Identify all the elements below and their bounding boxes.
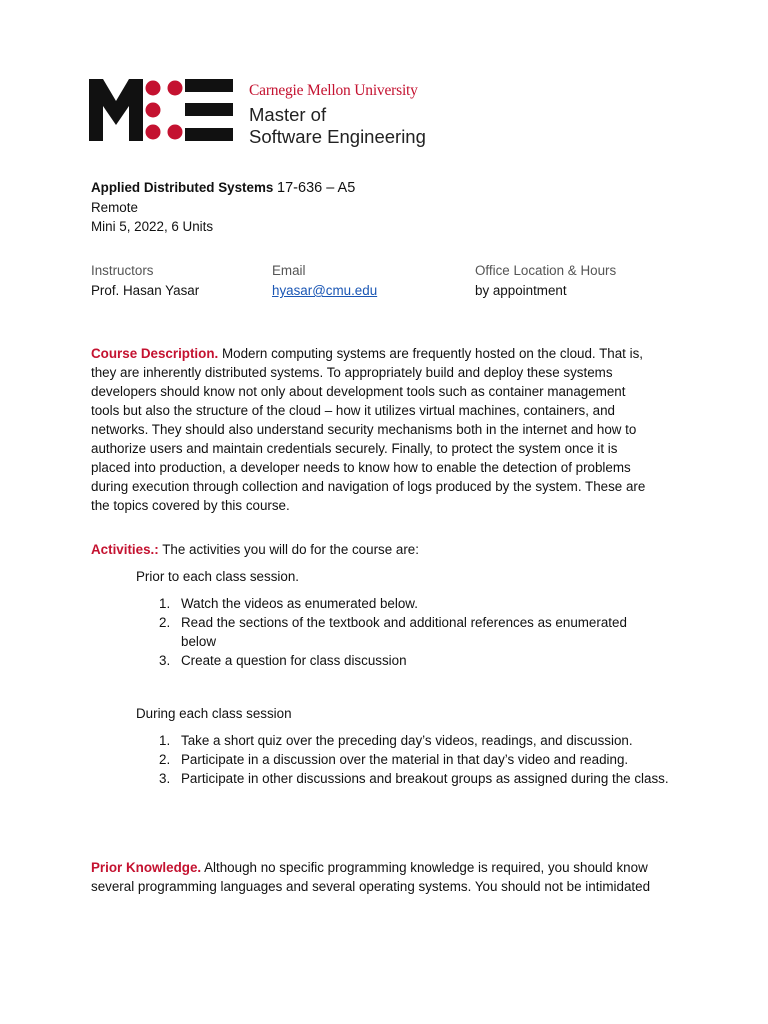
mse-logo — [89, 79, 239, 141]
office-hours-value: by appointment — [475, 283, 567, 298]
prior-session-heading: Prior to each class session. — [136, 569, 299, 584]
activities-intro: Activities.: The activities you will do for the course are: — [91, 542, 419, 557]
list-item: 1. Take a short quiz over the preceding day’s videos, readings, and discussion. — [159, 733, 633, 748]
list-item: 2. Read the sections of the textbook and additional references as enumerated below — [159, 615, 627, 649]
course-title: Applied Distributed Systems 17-636 – A5 — [91, 180, 356, 196]
office-hours-heading: Office Location & Hours — [475, 263, 617, 278]
list-item: 3. Participate in other discussions and breakout groups as assigned during the class. — [159, 771, 669, 786]
list-item: 1. Watch the videos as enumerated below. — [159, 596, 418, 611]
course-mode: Remote — [91, 200, 138, 215]
instructors-heading: Instructors — [91, 263, 154, 278]
course-description-label: Course Description. — [91, 346, 219, 361]
instructor-name: Prof. Hasan Yasar — [91, 283, 200, 298]
during-session-heading: During each class session — [136, 706, 292, 721]
university-name: Carnegie Mellon University — [249, 82, 418, 99]
email-heading: Email — [272, 263, 306, 278]
prior-session-list — [159, 594, 627, 670]
list-item: 2. Participate in a discussion over the material in that day’s video and reading. — [159, 752, 629, 767]
course-code: 17-636 – A5 — [277, 180, 356, 196]
activities-label: Activities.: — [91, 542, 159, 557]
instructor-email-link[interactable]: hyasar@cmu.edu — [272, 283, 378, 298]
course-term: Mini 5, 2022, 6 Units — [91, 219, 214, 234]
prior-knowledge: Prior Knowledge. Although no specific programming knowledge is required, you should know several programming languages and several operating systems. You should not be intimidated — [91, 860, 651, 894]
program-name: Master of Software Engineering — [249, 104, 426, 147]
during-session-list — [159, 731, 669, 788]
course-description: Course Description. Modern computing systems are frequently hosted on the cloud. That is, they are inherently distributed systems. To appropriately build and deploy these systems developers should know not only about development tools such as container management tools but also the structure of the cloud – how it utilizes virtual machines, containers, and networks. They should also understand security mechanisms both in the internet and how to authorize users and maintain credentials securely. Finally, to protect the system once it is placed into production, a developer needs to know how to enable the detection of problems during execution through collection and navigation of logs produced by the system. These are the topics covered by this course. — [91, 346, 646, 513]
prior-knowledge-label: Prior Knowledge. — [91, 860, 202, 875]
list-item: 3. Create a question for class discussion — [159, 653, 407, 668]
